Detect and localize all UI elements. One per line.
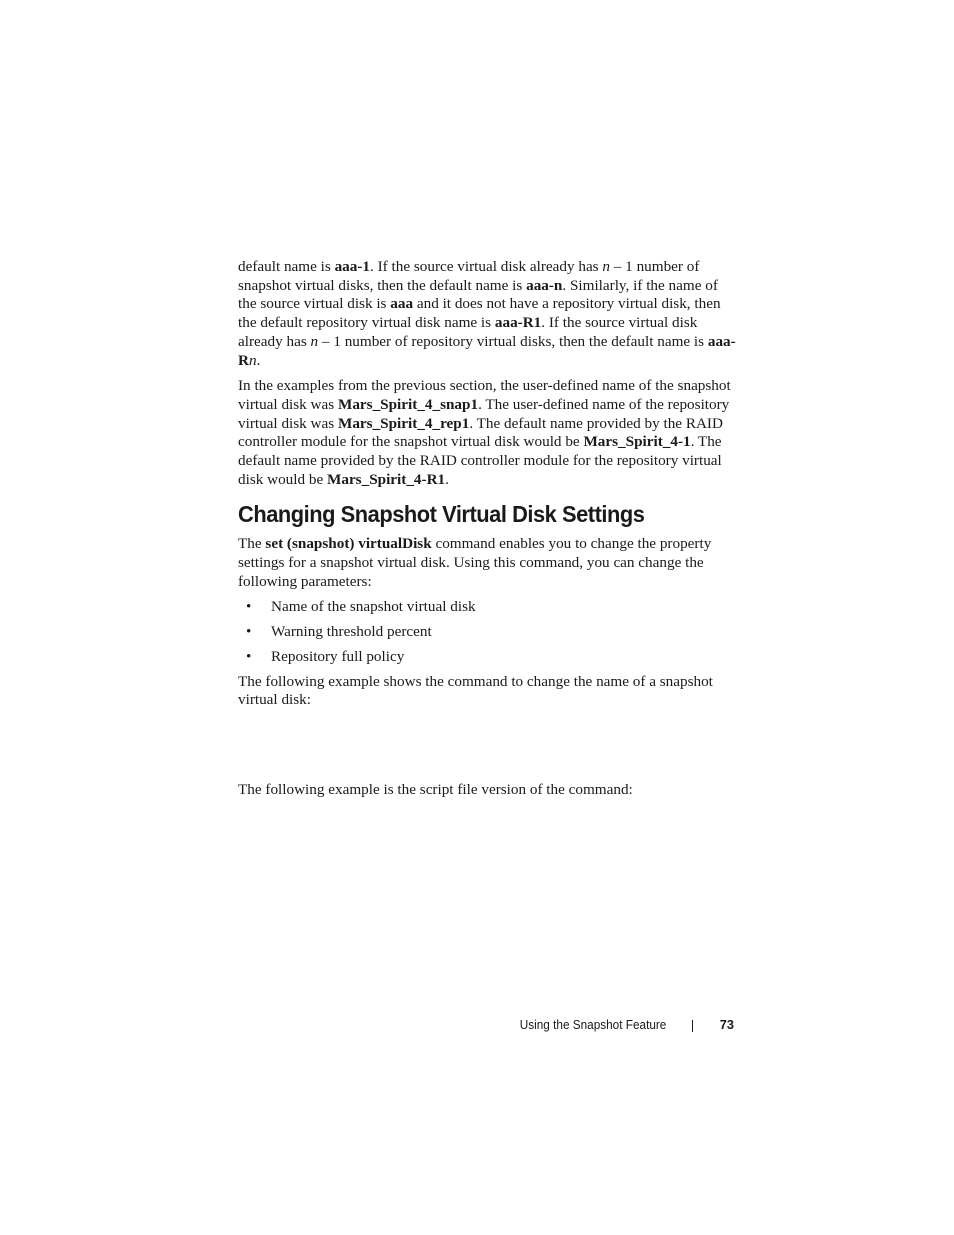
paragraph-script-version: The following example is the script file version of the command:: [238, 780, 633, 798]
text-run: The: [238, 535, 266, 553]
text-run: . The default name provided by the RAID controller module for the repository virtual disk would be: [238, 433, 722, 488]
text-run: . Similarly, if the name of the source virtual disk is: [238, 276, 718, 313]
text-run: – 1 number of snapshot virtual disks, then the default name is: [238, 258, 700, 294]
text-run: – 1 number of repository virtual disks, then the default name is: [318, 332, 708, 350]
paragraph-examples: [238, 377, 738, 489]
term-aaa-1: aaa-1: [334, 258, 371, 275]
parameter-list: [238, 598, 738, 667]
page-body: [238, 258, 738, 800]
text-run: command enables you to change the property settings for a snapshot virtual disk. Using this command, you can change the following parameters:: [238, 535, 712, 590]
list-item: [238, 623, 738, 642]
term-default-rep-name: Mars_Spirit_4-R1: [327, 470, 446, 488]
text-run: . If the source virtual disk already has: [238, 314, 698, 350]
term-aaa: aaa: [390, 295, 414, 313]
section-heading: Changing Snapshot Virtual Disk Settings: [238, 501, 645, 528]
list-item: [238, 598, 738, 617]
term-aaa-n: aaa-n: [526, 276, 563, 294]
term-snap-name: Mars_Spirit_4_snap1: [337, 395, 479, 413]
variable-n: n: [602, 258, 610, 275]
text-run: In the examples from the previous section, the user-defined name of the snapshot virtual disk was: [238, 377, 731, 413]
bullet-icon: •: [246, 622, 252, 640]
text-run: default name is: [238, 258, 335, 275]
paragraph-default-names: [238, 258, 738, 370]
variable-n: n: [310, 332, 319, 350]
text-run: . The default name provided by the RAID controller module for the snapshot virtual disk would be: [238, 414, 723, 451]
footer-divider: [692, 1020, 693, 1032]
bullet-icon: •: [246, 597, 252, 615]
list-item-text: Warning threshold percent: [271, 622, 432, 640]
footer-section-title: Using the Snapshot Feature: [519, 1017, 666, 1032]
page-number: 73: [719, 1017, 734, 1032]
bullet-icon: •: [246, 647, 252, 665]
term-aaa-r1: aaa-R1: [494, 314, 542, 332]
text-run: and it does not have a repository virtual disk, then the default repository virtual disk name is: [238, 295, 721, 332]
list-item-text: Name of the snapshot virtual disk: [271, 597, 476, 615]
text-run: .: [445, 470, 449, 488]
list-item-text: Repository full policy: [271, 647, 405, 665]
text-run: .: [256, 351, 261, 369]
variable-n: n: [248, 351, 257, 369]
text-run: . The user-defined name of the repository virtual disk was: [238, 395, 730, 432]
term-rep-name: Mars_Spirit_4_rep1: [337, 414, 470, 432]
page-footer: [0, 1016, 954, 1036]
list-item: [238, 648, 738, 667]
term-default-snap-name: Mars_Spirit_4-1: [583, 433, 691, 451]
command-name: set (snapshot) virtualDisk: [265, 535, 432, 553]
paragraph-example-command: The following example shows the command to change the name of a snapshot virtual disk:: [238, 672, 713, 709]
paragraph-command-intro: [238, 535, 738, 591]
text-run: . If the source virtual disk already has: [370, 258, 603, 275]
term-aaa-r: aaa-R: [238, 332, 736, 369]
